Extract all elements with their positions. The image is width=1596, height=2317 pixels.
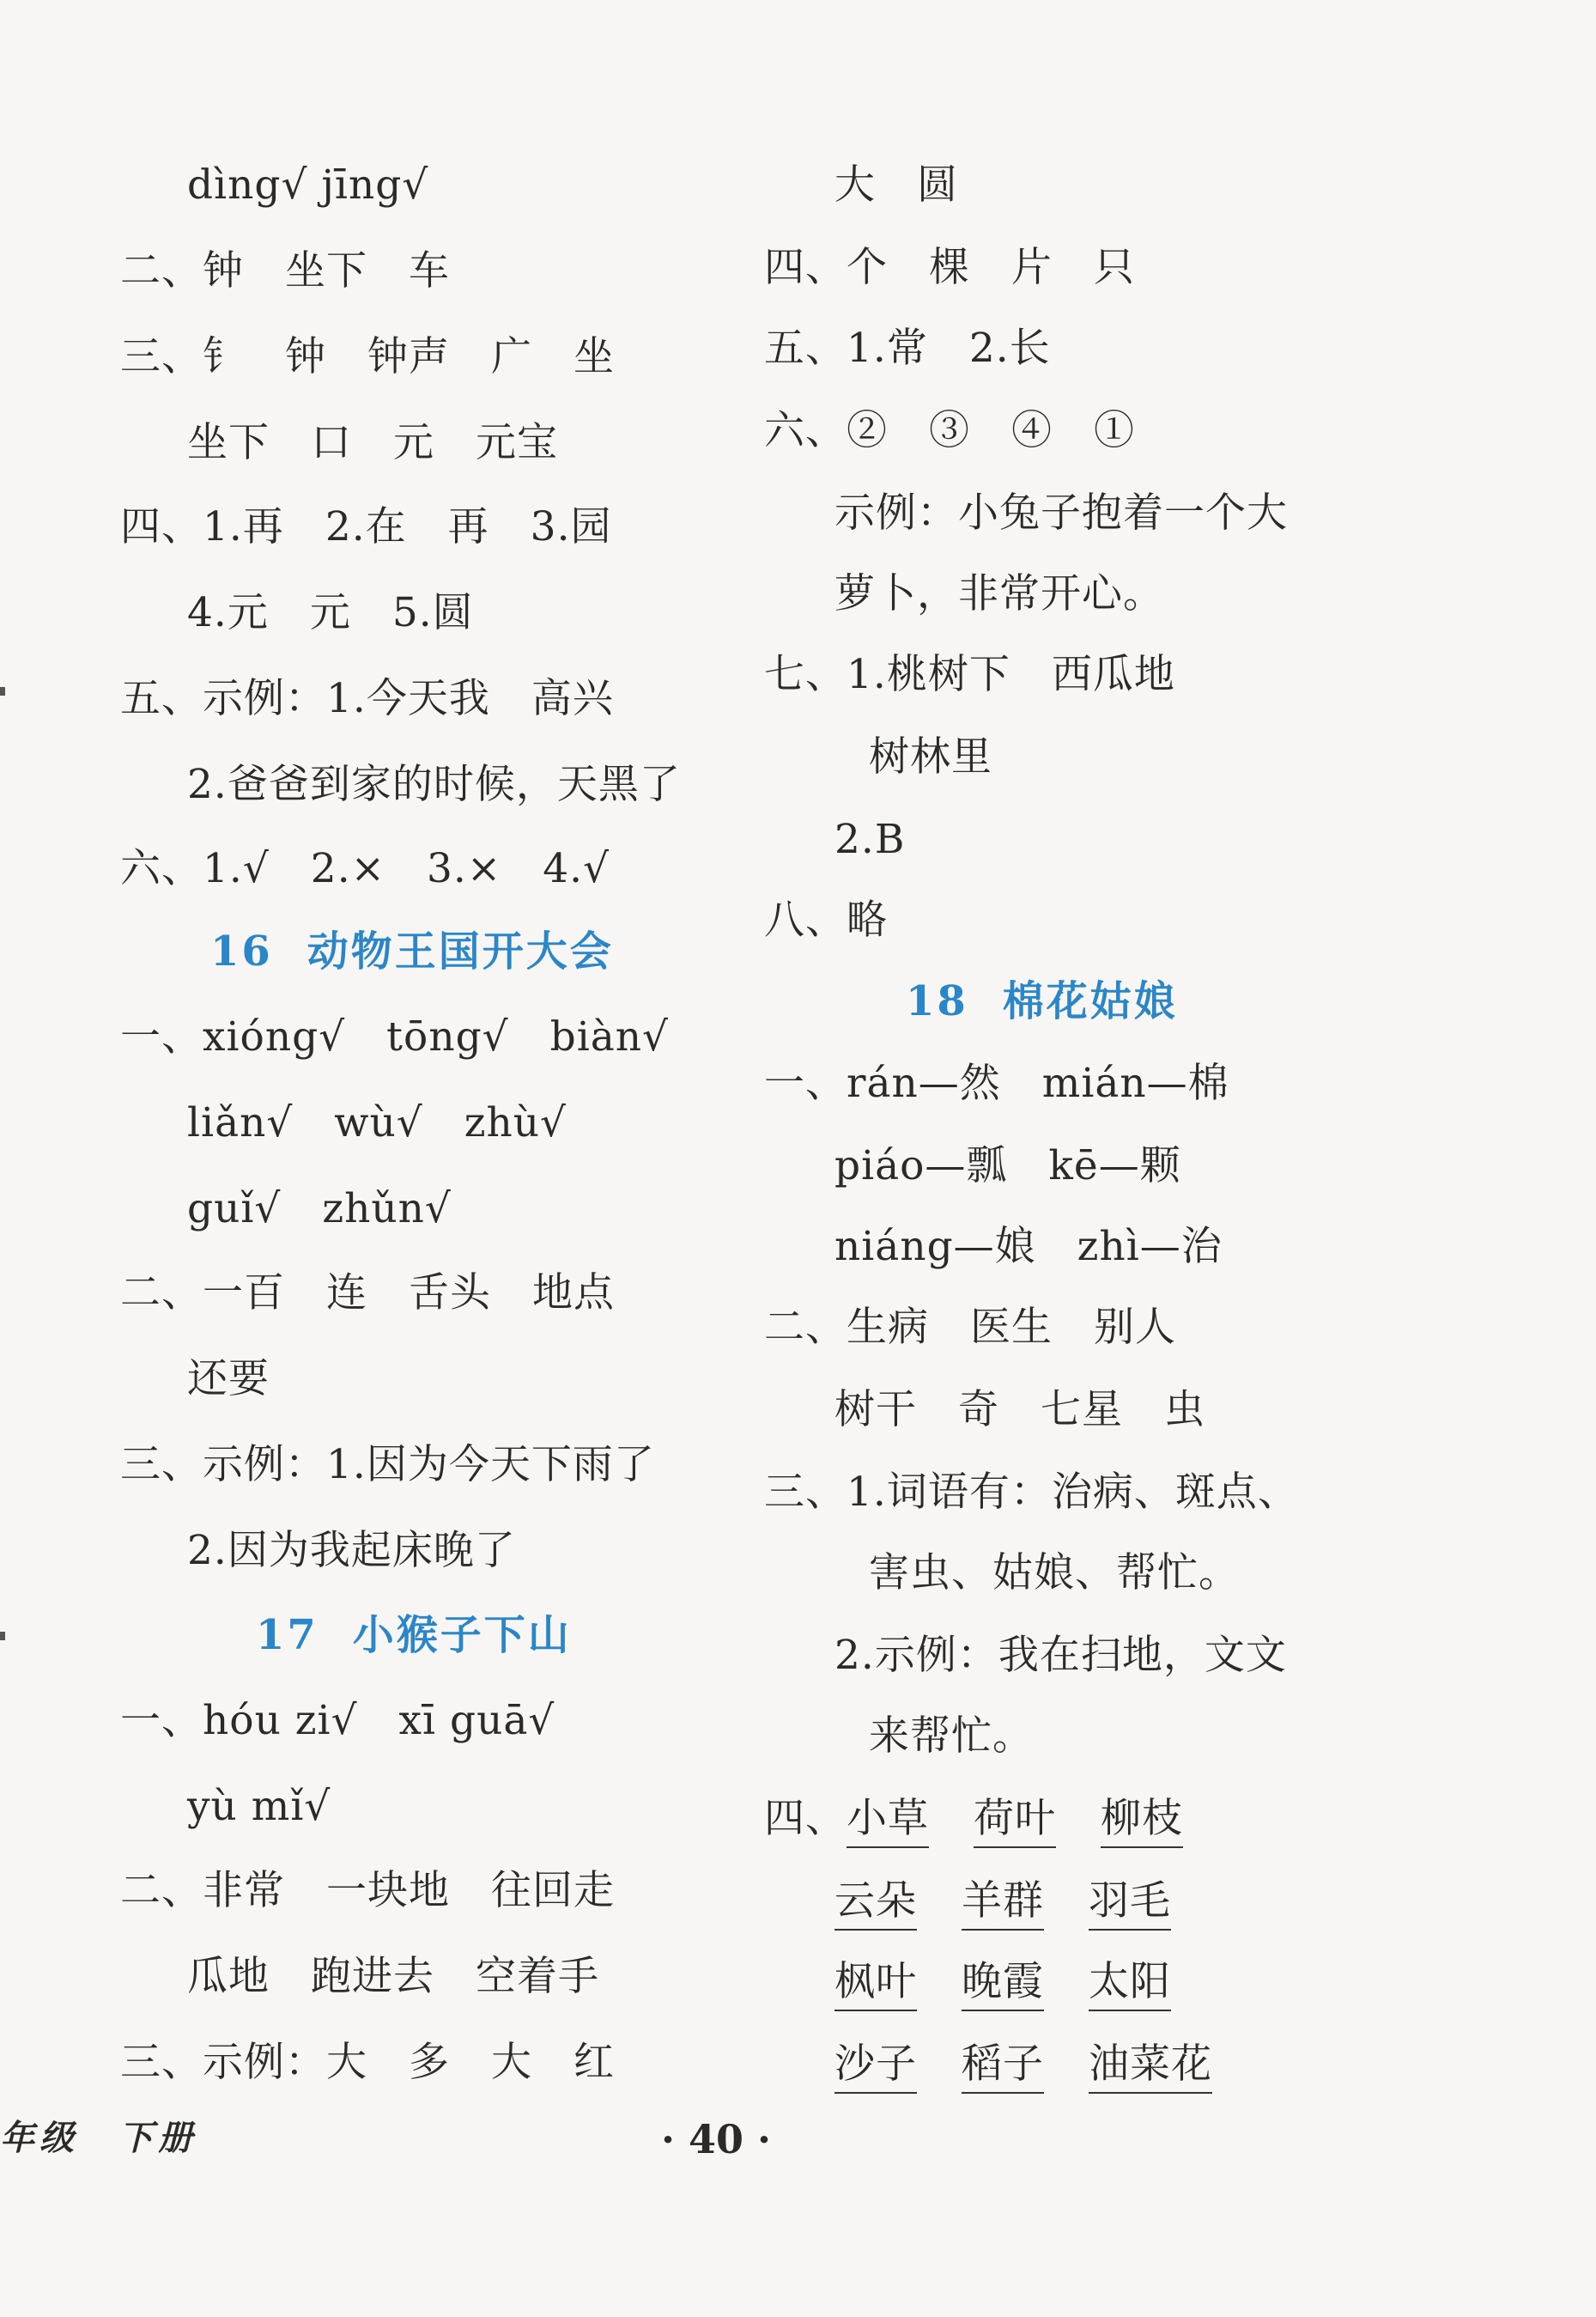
answer-line: 坐下 口 元 元宝	[187, 419, 558, 466]
answer-line: 三、钅 钟 钟声 广 坐	[120, 333, 615, 380]
underlined-word: 稻子	[962, 2039, 1044, 2094]
answer-line: 一、rán—然 mián—棉	[764, 1060, 1229, 1107]
answer-line: 来帮忙。	[869, 1712, 1034, 1760]
page-number: · 40 ·	[661, 2116, 772, 2162]
word-grid-row	[834, 1956, 1216, 2011]
answer-line: 一、xióng√ tōng√ biàn√	[120, 1013, 669, 1061]
answer-line: 2.B	[834, 816, 906, 863]
underlined-word: 羊群	[962, 1876, 1044, 1931]
underlined-word: 云朵	[834, 1876, 917, 1931]
answer-line: 二、一百 连 舌头 地点	[120, 1269, 615, 1317]
underlined-word: 荷叶	[974, 1793, 1056, 1848]
answer-line: 大 圆	[834, 161, 958, 209]
underlined-word: 晚霞	[962, 1956, 1044, 2011]
answer-line: 一、hóu zi√ xī guā√	[120, 1697, 555, 1744]
answer-line: yù mǐ√	[187, 1783, 331, 1830]
lesson-number: 18	[906, 977, 968, 1025]
answer-line: 2.示例：我在扫地，文文	[834, 1632, 1287, 1679]
lesson-number: 17	[256, 1611, 319, 1659]
lesson-heading-18	[906, 976, 1178, 1027]
answer-line: 示例：小兔子抱着一个大	[834, 490, 1288, 537]
answer-line: piáo—瓢 kē—颗	[834, 1142, 1181, 1189]
section-label: 四、	[764, 1795, 847, 1842]
answer-line: 萝卜，非常开心。	[834, 570, 1164, 617]
answer-line: 二、非常 一块地 往回走	[120, 1867, 615, 1914]
left-column	[120, 0, 824, 2317]
lesson-number: 16	[210, 927, 273, 976]
answer-line: 五、1.常 2.长	[764, 325, 1051, 372]
lesson-title: 棉花姑娘	[1002, 977, 1178, 1025]
answer-line: 三、示例：大 多 大 红	[120, 2039, 615, 2086]
answer-line: 六、② ③ ④ ①	[764, 407, 1135, 454]
answer-line: 树干 奇 七星 虫	[834, 1386, 1205, 1433]
answer-line: liǎn√ wù√ zhù√	[187, 1099, 567, 1146]
answer-line: 2.因为我起床晚了	[187, 1527, 516, 1574]
lesson-title: 动物王国开大会	[306, 927, 614, 976]
answer-line: 八、略	[764, 897, 888, 944]
scan-mark	[0, 1632, 5, 1640]
lesson-heading-17	[256, 1609, 572, 1661]
answer-line: 还要	[187, 1355, 270, 1402]
answer-line: 2.爸爸到家的时候，天黑了	[187, 761, 681, 808]
answer-line: 二、钟 坐下 车	[120, 247, 450, 295]
underlined-word: 沙子	[834, 2039, 917, 2094]
grade-volume-label: 年级 下册	[0, 2118, 197, 2158]
answer-line: 五、示例：1.今天我 高兴	[120, 675, 614, 722]
underlined-word: 小草	[847, 1793, 929, 1848]
answer-line: 七、1.桃树下 西瓜地	[764, 651, 1175, 698]
lesson-title: 小猴子下山	[352, 1611, 572, 1659]
answer-line: 瓜地 跑进去 空着手	[187, 1953, 599, 2000]
answer-line: 四、1.再 2.在 再 3.园	[120, 503, 612, 550]
underlined-word: 柳枝	[1101, 1793, 1183, 1848]
underlined-word: 枫叶	[834, 1956, 917, 2011]
word-grid-row	[834, 1876, 1216, 1931]
underlined-word: 太阳	[1089, 1956, 1171, 2011]
answer-line: 三、1.词语有：治病、斑点、	[764, 1469, 1299, 1516]
scan-mark	[0, 687, 5, 696]
lesson-heading-16	[210, 926, 614, 977]
word-grid-row	[834, 2039, 1257, 2094]
answer-line: 二、生病 医生 别人	[764, 1304, 1176, 1351]
answer-line: dìng√ jīng√	[187, 161, 429, 209]
answer-line: guǐ√ zhǔn√	[187, 1185, 452, 1232]
answer-line: niáng—娘 zhì—治	[834, 1223, 1223, 1270]
answer-line: 六、1.√ 2.× 3.× 4.√	[120, 845, 610, 892]
answer-line: 四、个 棵 片 只	[764, 244, 1135, 291]
answer-line: 4.元 元 5.圆	[187, 589, 474, 636]
underlined-word: 油菜花	[1089, 2039, 1212, 2094]
answer-line: 三、示例：1.因为今天下雨了	[120, 1441, 655, 1488]
underlined-word: 羽毛	[1089, 1876, 1171, 1931]
word-grid-row	[764, 1793, 1228, 1848]
right-column	[764, 0, 1468, 2317]
answer-line: 害虫、姑娘、帮忙。	[869, 1549, 1240, 1596]
answer-line: 树林里	[869, 733, 992, 781]
